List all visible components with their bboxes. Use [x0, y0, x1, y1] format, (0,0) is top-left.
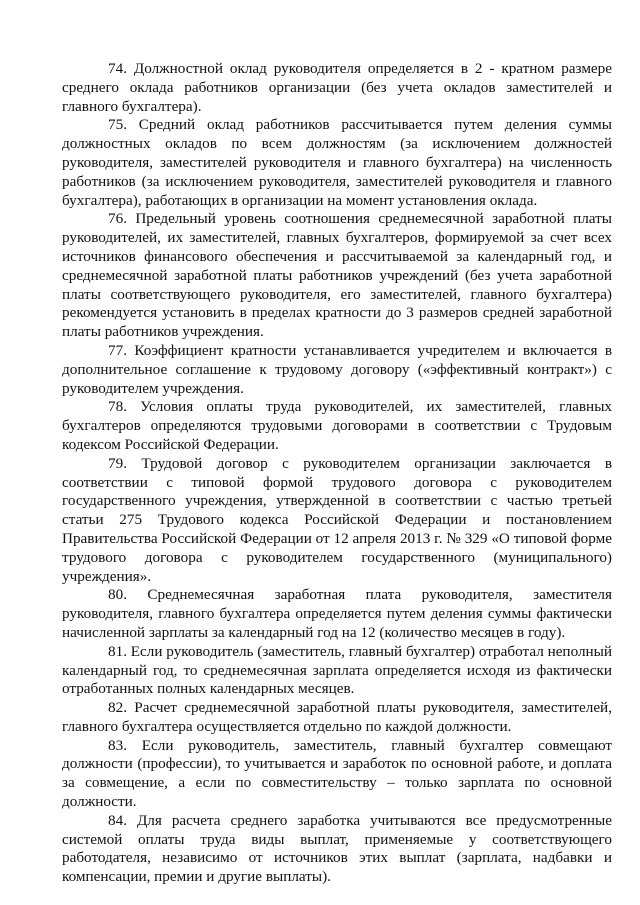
paragraph-77: 77. Коэффициент кратности устанавливается учредителем и включается в дополнительное соглашение к трудовому договору («эффективный контракт») с руководителем учреждения.: [62, 341, 612, 397]
paragraph-78: 78. Условия оплаты труда руководителей, их заместителей, главных бухгалтеров определяются трудовыми договорами в соответствии с Трудовым кодексом Российской Федерации.: [62, 398, 612, 453]
paragraph-83: 83. Если руководитель, заместитель, главный бухгалтер совмещают должности (профессии), то учитывается и заработок по основной работе, и доплата за совмещение, а если по совместительству – только зарплата по основной должности.: [62, 736, 612, 811]
paragraph-81: 81. Если руководитель (заместитель, главный бухгалтер) отработал неполный календарный год, то среднемесячная зарплата определяется исходя из фактически отработанных полных календарных месяцев.: [62, 642, 612, 698]
paragraph-82: 82. Расчет среднемесячной заработной платы руководителя, заместителей, главного бухгалтера осуществляется отдельно по каждой должности.: [62, 699, 612, 735]
paragraph-74: 74. Должностной оклад руководителя определяется в 2 - кратном размере среднего оклада работников организации (без учета окладов заместителей и главного бухгалтера).: [62, 60, 612, 115]
paragraph-76: 76. Предельный уровень соотношения среднемесячной заработной платы руководителей, их заместителей, главных бухгалтеров, формируемой за счет всех источников финансового обеспечения и рассчитываемой за календарный год, и среднемесячной заработной платы работников учреждений (без учета заработной платы соответствующего руководителя, его заместителей, главного бухгалтера) рекомендуется установить в пределах кратности до 3 размеров средней заработной платы работников учреждения.: [62, 210, 612, 341]
paragraph-84: 84. Для расчета среднего заработка учитываются все предусмотренные системой оплаты труда виды выплат, применяемые у соответствующего работодателя, независимо от источников этих выплат (зарплата, надбавки и компенсации, премии и другие выплаты).: [62, 811, 612, 886]
paragraph-79: 79. Трудовой договор с руководителем организации заключается в соответствии с типовой формой трудового договора с руководителем государственного учреждения, утвержденной в соответствии с частью третьей статьи 275 Трудового кодекса Российской Федерации и постановлением Правительства Российской Федерации от 12 апреля 2013 г. № 329 «О типовой форме трудового договора с руководителем государственного (муниципального) учреждения».: [62, 454, 612, 585]
document-page: [62, 60, 612, 887]
paragraph-80: 80. Среднемесячная заработная плата руководителя, заместителя руководителя, главного бухгалтера определяется путем деления суммы фактически начисленной зарплаты за календарный год на 12 (количество месяцев в году).: [62, 586, 612, 641]
paragraph-75: 75. Средний оклад работников рассчитывается путем деления суммы должностных окладов по всем должностям (за исключением должностей руководителя, заместителей руководителя и главного бухгалтера) на численность работников (за исключением руководителя, заместителей руководителя и главного бухгалтера), работающих в организации на момент установления оклада.: [62, 116, 612, 209]
